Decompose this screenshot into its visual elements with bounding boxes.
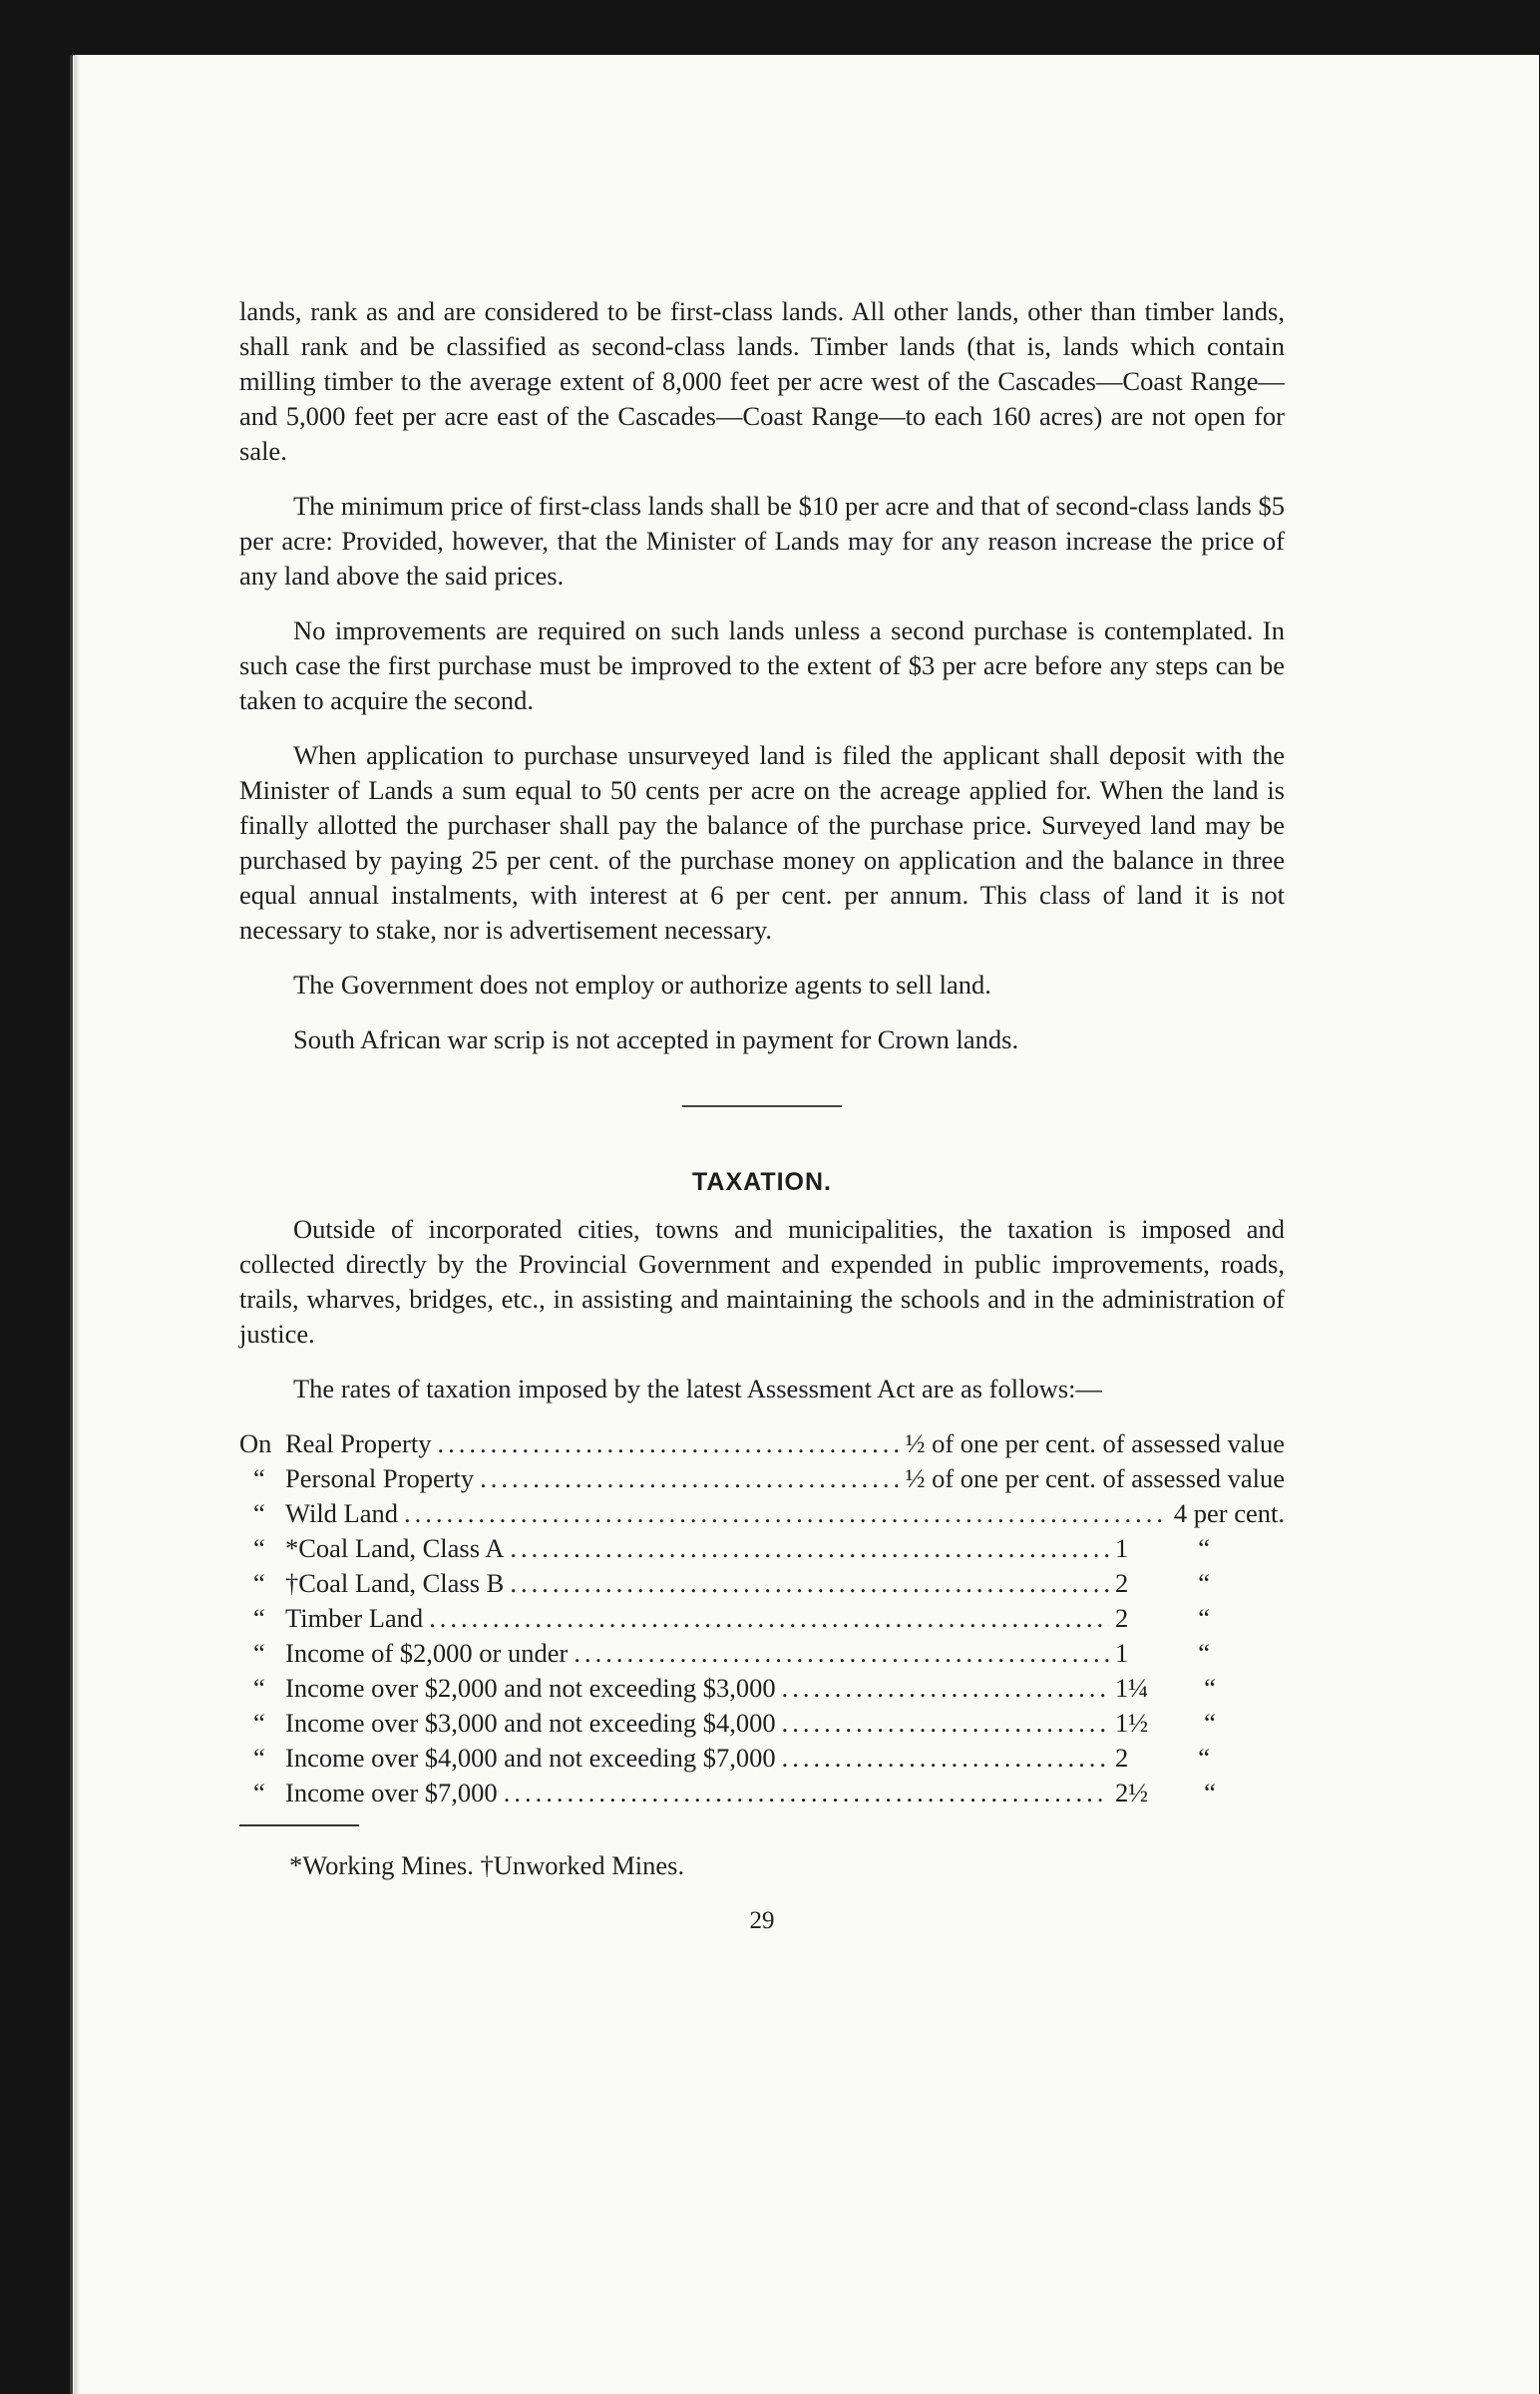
rate-label: †Coal Land, Class B: [285, 1568, 505, 1598]
leader-dots: [782, 1741, 1109, 1776]
rate-label: *Coal Land, Class A: [285, 1533, 505, 1563]
leader-dots: [510, 1566, 1109, 1601]
section-divider: [682, 1105, 842, 1107]
page-spine-shadow: [74, 55, 80, 2394]
rate-label: Income of $2,000 or under: [285, 1638, 569, 1668]
ditto-mark: “: [253, 1673, 265, 1703]
rate-row: [239, 1741, 1285, 1776]
rate-row: [239, 1636, 1285, 1671]
rate-value: 2 “: [1115, 1603, 1211, 1633]
rate-row: [239, 1671, 1285, 1706]
paragraph-improvements: No improvements are required on such lands unless a second purchase is contemplated. In such case the first purchase must be improved to the extent of $3 per acre before any steps can be taken to acquire the second.: [239, 615, 1285, 715]
paragraph-war-scrip: South African war scrip is not accepted in payment for Crown lands.: [293, 1024, 1019, 1054]
rate-label: Income over $4,000 and not exceeding $7,000: [285, 1743, 776, 1773]
ditto-mark: “: [1204, 1778, 1216, 1807]
leader-dots: [510, 1531, 1109, 1566]
ditto-mark: “: [253, 1568, 265, 1598]
rate-label: Personal Property: [285, 1463, 475, 1493]
rate-row: [239, 1601, 1285, 1636]
rate-row: [239, 1426, 1285, 1461]
footnote-rule: [239, 1824, 359, 1826]
ditto-mark: “: [1198, 1638, 1211, 1668]
text-column: [239, 294, 1285, 1938]
leader-dots: [437, 1426, 899, 1461]
rate-label: Income over $2,000 and not exceeding $3,000: [285, 1673, 776, 1703]
rate-value: 4 per cent.: [1173, 1498, 1285, 1528]
section-heading-taxation: TAXATION.: [691, 1168, 832, 1196]
rate-value: ½ of one per cent. of assessed value: [905, 1463, 1285, 1493]
rate-row: [239, 1776, 1285, 1810]
rate-label: Income over $7,000: [285, 1778, 498, 1807]
ditto-mark: “: [253, 1498, 265, 1528]
ditto-mark: “: [1198, 1533, 1211, 1563]
ditto-mark: “: [1198, 1568, 1211, 1598]
paragraph-land-classes: lands, rank as and are considered to be first-class lands. All other lands, other than timber lands, shall rank and be classified as second-class lands. Timber lands (that is, lands which contain milling timber to the average extent of 8,000 feet per acre west of the Cascades—Coast Range—and 5,000 feet per acre east of the Cascades—Coast Range—to each 160 acres) are not open for sale.: [239, 296, 1285, 466]
rate-value: 2½ “: [1115, 1778, 1216, 1807]
ditto-mark: “: [253, 1778, 265, 1807]
rate-value: 1½ “: [1115, 1708, 1216, 1738]
tax-rates-table: [239, 1426, 1285, 1810]
paragraph-unsurveyed-land: When application to purchase unsurveyed land is filed the applicant shall deposit with the Minister of Lands a sum equal to 50 cents per acre on the acreage applied for. When the land is finally allotted the purchaser shall pay the balance of the purchase price. Surveyed land may be purchased by paying 25 per cent. of the purchase money on application and the balance in three equal annual instalments, with interest at 6 per cent. per annum. This class of land it is not necessary to stake, nor is advertisement necessary.: [239, 740, 1285, 945]
rate-prefix: On: [239, 1428, 272, 1458]
ditto-mark: “: [253, 1708, 265, 1738]
rate-value: 1 “: [1115, 1638, 1211, 1668]
paragraph-taxation-intro: Outside of incorporated cities, towns and municipalities, the taxation is imposed and collected directly by the Provincial Government and expended in public improvements, roads, trails, wharves, bridges, etc., in assisting and maintaining the schools and in the administration of justice.: [239, 1214, 1285, 1349]
ditto-mark: “: [1198, 1743, 1211, 1773]
footnote: *Working Mines. †Unworked Mines.: [289, 1850, 685, 1880]
rate-value: 2 “: [1115, 1568, 1211, 1598]
ditto-mark: “: [253, 1638, 265, 1668]
rate-label: Income over $3,000 and not exceeding $4,000: [285, 1708, 776, 1738]
ditto-mark: “: [1204, 1708, 1216, 1738]
rate-value: ½ of one per cent. of assessed value: [905, 1428, 1285, 1458]
paragraph-agents: The Government does not employ or authorize agents to sell land.: [293, 970, 991, 999]
rate-row: [239, 1566, 1285, 1601]
ditto-mark: “: [253, 1603, 265, 1633]
leader-dots: [574, 1636, 1109, 1671]
rate-row: [239, 1461, 1285, 1496]
rate-label: Wild Land: [285, 1498, 399, 1528]
ditto-mark: “: [253, 1463, 265, 1493]
page-number: 29: [749, 1907, 775, 1934]
rate-label: Real Property: [285, 1428, 432, 1458]
leader-dots: [404, 1496, 1168, 1531]
rate-row: [239, 1496, 1285, 1531]
rate-row: [239, 1706, 1285, 1741]
leader-dots: [504, 1776, 1109, 1810]
ditto-mark: “: [253, 1533, 265, 1563]
leader-dots: [782, 1671, 1109, 1706]
ditto-mark: “: [1204, 1673, 1216, 1703]
rate-value: 1¼ “: [1115, 1673, 1216, 1703]
rate-row: [239, 1531, 1285, 1566]
ditto-mark: “: [253, 1743, 265, 1773]
rate-label: Timber Land: [285, 1603, 424, 1633]
paragraph-rates-intro: The rates of taxation imposed by the latest Assessment Act are as follows:—: [293, 1374, 1103, 1403]
rate-value: 1 “: [1115, 1533, 1211, 1563]
leader-dots: [782, 1706, 1109, 1741]
leader-dots: [429, 1601, 1109, 1636]
rate-value: 2 “: [1115, 1743, 1211, 1773]
leader-dots: [480, 1461, 899, 1496]
ditto-mark: “: [1198, 1603, 1211, 1633]
paragraph-minimum-price: The minimum price of first-class lands shall be $10 per acre and that of second-class lands $5 per acre: Provided, however, that the Minister of Lands may for any reason increase the price of any land above the said prices.: [239, 491, 1285, 591]
